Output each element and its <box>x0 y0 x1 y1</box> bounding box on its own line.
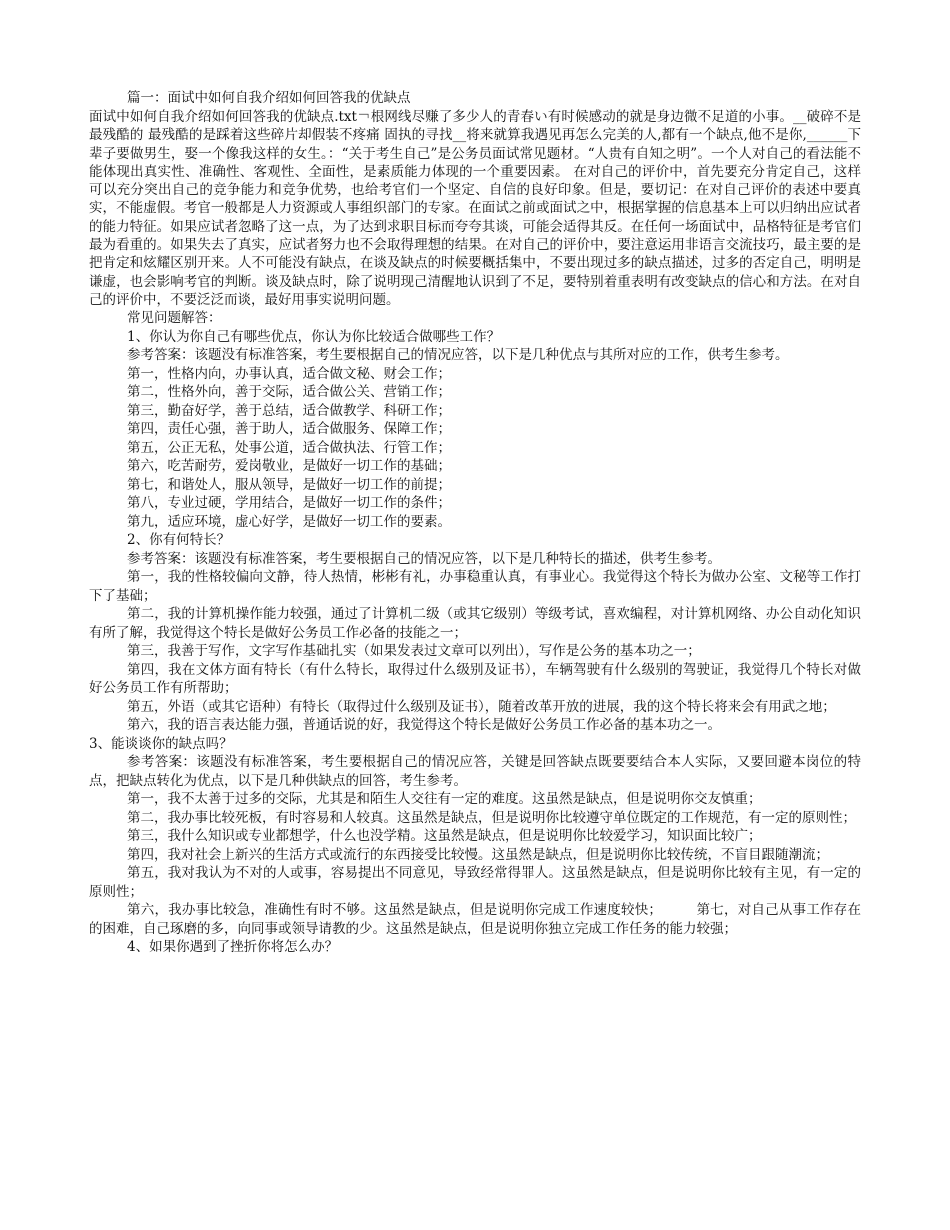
list-item: 第八，专业过硬，学用结合，是做好一切工作的条件； <box>127 495 451 512</box>
list-item: 第一，性格内向，办事认真，适合做文秘、财会工作； <box>127 365 451 382</box>
list-item: 第三，勤奋好学，善于总结，适合做教学、科研工作； <box>127 402 451 419</box>
list-item: 第九，适应环境，虚心好学，是做好一切工作的要素。 <box>127 513 451 530</box>
list-item: 第五，公正无私，处事公道，适合做执法、行管工作； <box>127 439 451 456</box>
list-item: 第四，我在文体方面有特长（有什么特长，取得过什么级别及证书），车辆驾驶有什么级别的驾驶证，我觉得几个特长对做好公务员工作有所帮助； <box>89 661 861 697</box>
list-item: 第四，我对社会上新兴的生活方式或流行的东西接受比较慢。这虽然是缺点，但是说明你比较传统，不盲目跟随潮流； <box>127 846 829 863</box>
list-item: 第四，责任心强，善于助人，适合做服务、保障工作； <box>127 421 451 438</box>
document-title: 篇一：面试中如何自我介绍如何回答我的优缺点 <box>127 90 411 106</box>
document-page <box>89 88 861 957</box>
list-item: 第一，我不太善于过多的交际，尤其是和陌生人交往有一定的难度。这虽然是缺点，但是说明你交友慎重； <box>127 791 762 808</box>
list-item: 第三，我什么知识或专业都想学，什么也没学精。这虽然是缺点，但是说明你比较爱学习，知识面比较广； <box>127 828 762 845</box>
list-item: 第二，我办事比较死板，有时容易和人较真。这虽然是缺点，但是说明你比较遵守单位既定的工作规范，有一定的原则性； <box>127 809 856 826</box>
list-item: 第五，我对我认为不对的人或事，容易提出不同意见，导致经常得罪人。这虽然是缺点，但是说明你比较有主见，有一定的原则性； <box>89 865 861 900</box>
question-2: 2、你有何特长？ <box>127 532 231 549</box>
intro-paragraph: 面试中如何自我介绍如何回答我的优缺点.txt￢根网线尽赚了多少人的青春い有时候感动的就是身边微不足道的小事。__破碎不是最残酷的 最残酷的是踩着这些碎片却假装不疼痛 固执的寻找__将来就算我遇见再怎么完美的人,都有一个缺点,他不是你,______下辈子要做男生，娶一个像我这样的女生。：“关于考生自己”是公务员面试常见题材。“人贵有自知之明”。一个人对自己的看法能不能体现出真实性、准确性、客观性、全面性，是素质能力体现的一个重要因素。 在对自己的评价中，首先要充分肯定自己，这样可以充分突出自己的竞争能力和竞争优势，也给考官们一个坚定、自信的良好印象。但是，要切记：在对自己评价的表述中要真实，不能虚假。考官一般都是人力资源或人事组织部门的专家。在面试之前或面试之中，根据掌握的信息基本上可以归纳出应试者的能力特征。如果应试者忽略了这一点，为了达到求职目标而夸夸其谈，可能会适得其反。在任何一场面试中，品格特征是考官们最为看重的。如果失去了真实，应试者努力也不会取得理想的结果。在对自己的评价中，要注意运用非语言交流技巧，最主要的是把肯定和炫耀区别开来。人不可能没有缺点，在谈及缺点的时候要概括集中，不要出现过多的缺点描述，过多的否定自己，明明是谦虚，也会影响考官的判断。谈及缺点时，除了说明现己清醒地认识到了不足，要特别着重表明有改变缺点的信心和方法。在对自己的评价中，不要泛泛而谈，最好用事实说明问题。 <box>89 109 861 308</box>
list-item: 第七，和谐处人，服从领导，是做好一切工作的前提； <box>127 476 451 493</box>
answer-1: 参考答案：该题没有标准答案，考生要根据自己的情况应答，以下是几种优点与其所对应的工作，供考生参考。 <box>127 347 789 364</box>
question-3: 3、能谈谈你的缺点吗？ <box>89 735 233 752</box>
list-item: 第六，我办事比较急，准确性有时不够。这虽然是缺点，但是说明你完成工作速度较快； 第七，对自己从事工作存在的困难，自己琢磨的多，向同事或领导请教的少。这虽然是缺点，但是说明你独立完成工作任务的能力较强； <box>89 902 861 937</box>
list-item: 第六，吃苦耐劳，爱岗敬业，是做好一切工作的基础； <box>127 458 451 475</box>
list-item: 第六，我的语言表达能力强，普通话说的好，我觉得这个特长是做好公务员工作必备的基本功之一。 <box>127 717 721 734</box>
answer-3: 参考答案：该题没有标准答案，考生要根据自己的情况应答，关键是回答缺点既要要结合本人实际，又要回避本岗位的特点，把缺点转化为优点，以下是几种供缺点的回答，考生参考。 <box>89 754 861 789</box>
answer-2: 参考答案：该题没有标准答案，考生要根据自己的情况应答，以下是几种特长的描述，供考生参考。 <box>127 550 721 567</box>
question-1: 1、你认为你自己有哪些优点，你认为你比较适合做哪些工作？ <box>127 328 501 345</box>
list-item: 第五，外语（或其它语种）有特长（取得过什么级别及证书），随着改革开放的进展，我的这个特长将来会有用武之地； <box>127 698 836 715</box>
list-item: 第一，我的性格较偏向文静，待人热情，彬彬有礼，办事稳重认真，有事业心。我觉得这个特长为做办公室、文秘等工作打下了基础； <box>89 569 861 604</box>
list-item: 第二，性格外向，善于交际，适合做公关、营销工作； <box>127 384 451 401</box>
faq-heading: 常见问题解答： <box>127 310 222 327</box>
list-item: 第二，我的计算机操作能力较强，通过了计算机二级（或其它级别）等级考试，喜欢编程，对计算机网络、办公自动化知识有所了解，我觉得这个特长是做好公务员工作必备的技能之一； <box>89 606 861 641</box>
list-item: 第三，我善于写作，文字写作基础扎实（如果发表过文章可以列出），写作是公务的基本功之一； <box>127 643 701 660</box>
question-4: 4、如果你遇到了挫折你将怎么办？ <box>127 939 339 956</box>
